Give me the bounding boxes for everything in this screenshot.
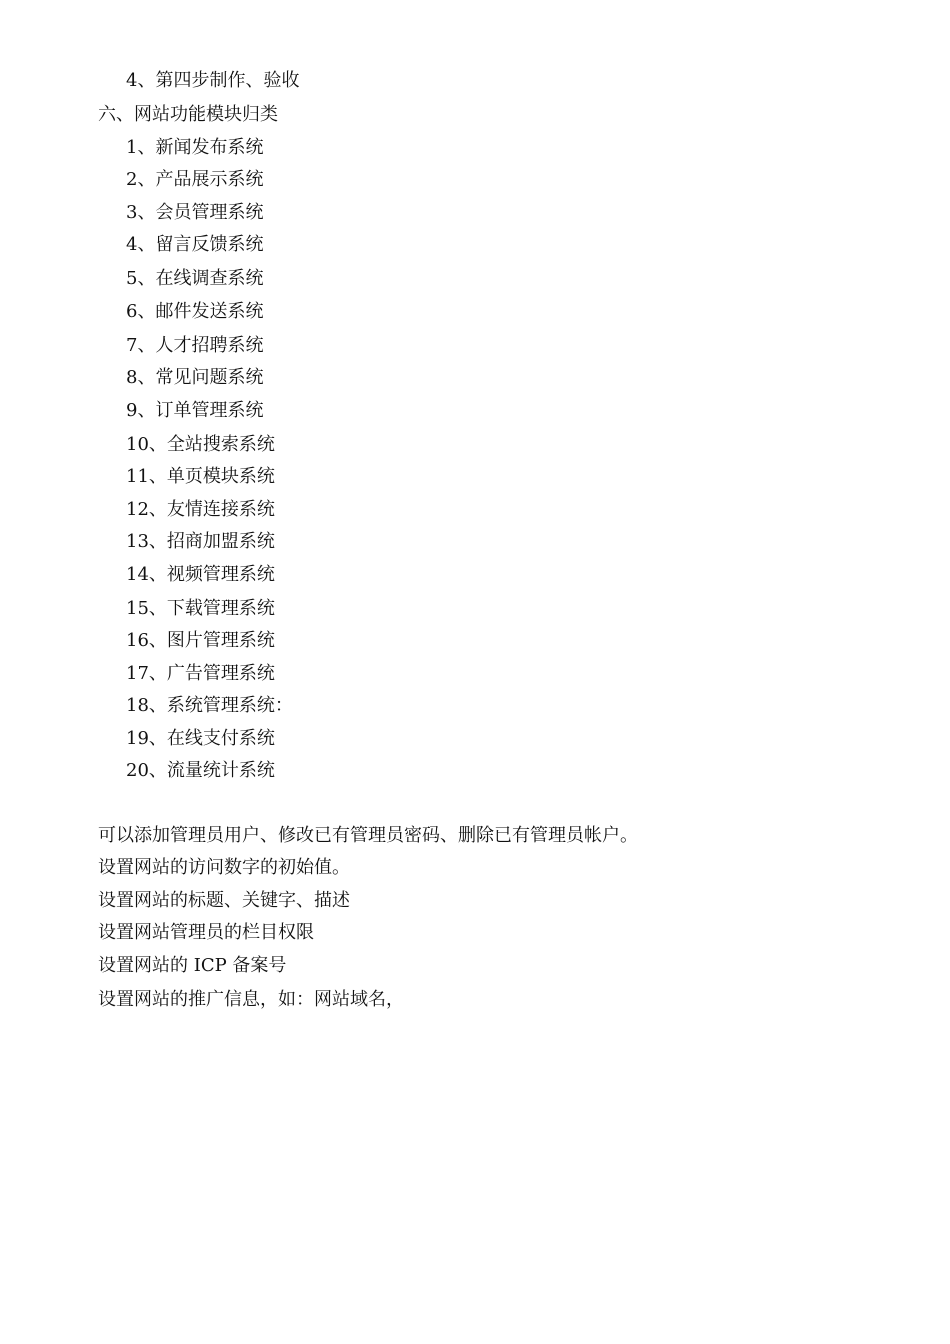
module-item: 8、常见问题系统 — [126, 367, 264, 388]
module-item: 10、全站搜索系统 — [126, 434, 275, 455]
module-item: 20、流量统计系统 — [126, 760, 275, 781]
module-item: 2、产品展示系统 — [126, 169, 264, 190]
module-item: 3、会员管理系统 — [126, 202, 264, 223]
module-item: 13、招商加盟系统 — [126, 531, 275, 552]
module-item: 7、人才招聘系统 — [126, 335, 264, 356]
module-item: 11、单页模块系统 — [126, 466, 275, 487]
step-4-line: 4、第四步制作、验收 — [126, 70, 300, 91]
module-item: 1、新闻发布系统 — [126, 137, 264, 158]
section-heading: 六、网站功能模块归类 — [98, 104, 278, 125]
module-item: 4、留言反馈系统 — [126, 234, 264, 255]
module-item: 14、视频管理系统 — [126, 564, 275, 585]
note-line: 设置网站的标题、关键字、描述 — [98, 890, 350, 911]
note-line: 可以添加管理员用户、修改已有管理员密码、删除已有管理员帐户。 — [98, 825, 638, 846]
module-item: 17、广告管理系统 — [126, 663, 275, 684]
module-item: 9、订单管理系统 — [126, 400, 264, 421]
module-item: 18、系统管理系统： — [126, 695, 293, 716]
note-line: 设置网站的推广信息，如：网站域名， — [98, 989, 404, 1010]
module-item: 6、邮件发送系统 — [126, 301, 264, 322]
note-line: 设置网站管理员的栏目权限 — [98, 922, 314, 943]
module-item: 5、在线调查系统 — [126, 268, 264, 289]
module-item: 16、图片管理系统 — [126, 630, 275, 651]
module-item: 19、在线支付系统 — [126, 728, 275, 749]
module-item: 15、下载管理系统 — [126, 598, 275, 619]
note-line: 设置网站的 ICP 备案号 — [98, 955, 287, 976]
note-line: 设置网站的访问数字的初始值。 — [98, 857, 350, 878]
module-item: 12、友情连接系统 — [126, 499, 275, 520]
